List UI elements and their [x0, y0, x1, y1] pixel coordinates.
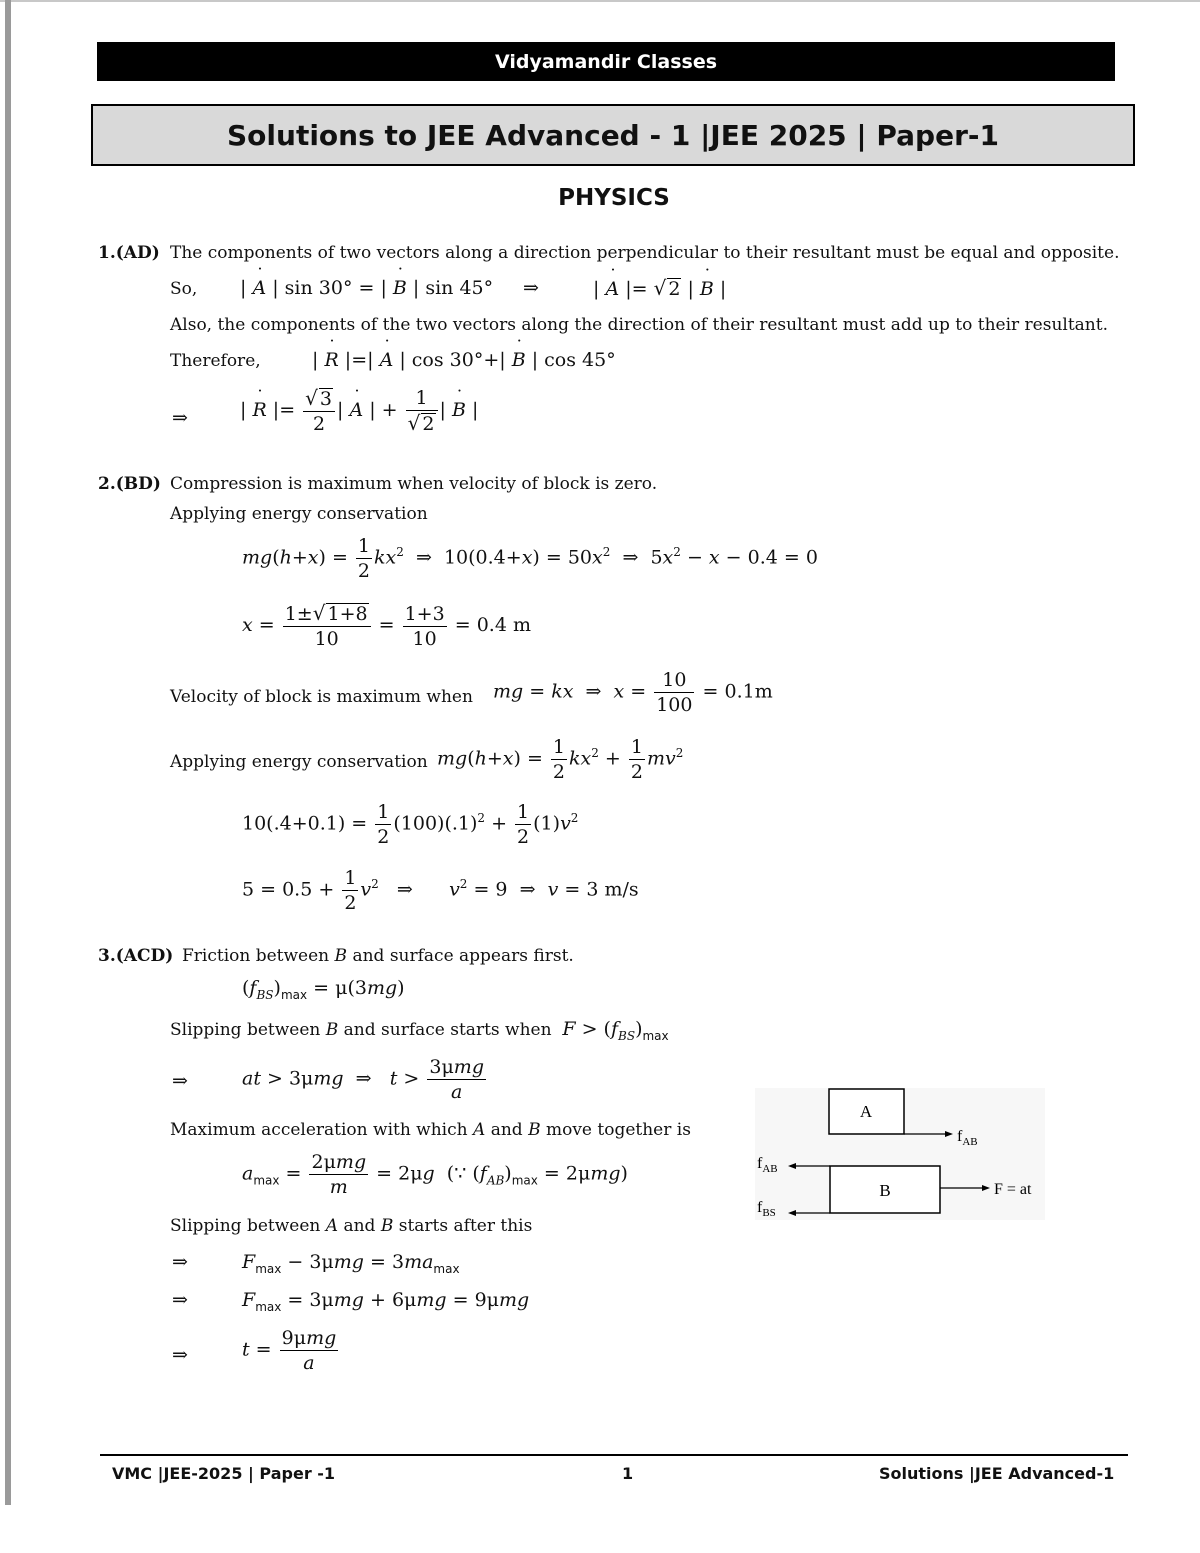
- implies-icon: ⇒: [172, 407, 188, 429]
- q2-eq1: mg(h+x) = $\frac{1}{2}$ $kx^2$ ⇒ $10(0.4+x) = 50x^2$ ⇒ $5x^2 - x - 0.4 = 0$: [242, 535, 818, 582]
- q3-slip-ab-b: and: [343, 1216, 376, 1236]
- q2-eq4: mg(h+x) = $\frac{1}{2}$ $kx^2$ + $\frac{1}{2}$ $mv^2$: [437, 736, 684, 783]
- q3-number: 3.(ACD): [98, 946, 174, 966]
- q3-maxacc-c: move together is: [545, 1120, 691, 1140]
- q3-maxacc-b: and: [490, 1120, 523, 1140]
- implies-icon: ⇒: [172, 1251, 188, 1273]
- implies-icon: ⇒: [172, 1070, 188, 1092]
- left-margin-bar: [5, 0, 11, 1505]
- q3-slip-b-a: Slipping between: [170, 1020, 321, 1040]
- q3-eq2: at > 3μmg ⇒ t > $\frac{\text{3μmg}}{a}$: [242, 1056, 484, 1103]
- q3-eq5: $F_{max} = 3\mu mg + 6\mu mg = 9\mu mg$: [242, 1289, 530, 1314]
- q1-line1: The components of two vectors along a direction perpendicular to their resultant must be equal and opposite.: [170, 243, 1120, 263]
- q3-eq4: $F_{max} - 3\mu mg = 3ma_{max}$: [242, 1251, 460, 1276]
- q1-number: 1.(AD): [98, 243, 160, 263]
- page-title: Solutions to JEE Advanced - 1 |JEE 2025 | Paper-1: [91, 104, 1135, 166]
- label-fbs: $f_{BS}$: [757, 1199, 776, 1219]
- label-force: F = at: [994, 1181, 1032, 1198]
- q2-line1: Compression is maximum when velocity of block is zero.: [170, 474, 658, 494]
- footer-rule: [100, 1454, 1128, 1456]
- subject-heading: PHYSICS: [558, 185, 670, 211]
- q1-eq2: | ˙ A |= √ 2 | ˙ B |: [593, 277, 726, 300]
- implies-icon: ⇒: [172, 1344, 188, 1366]
- footer-right: Solutions |JEE Advanced-1: [879, 1464, 1115, 1483]
- implies-icon: ⇒: [172, 1289, 188, 1311]
- q3-eq6: t = $\frac{\text{9μmg}}{a}$: [242, 1327, 337, 1374]
- q1-therefore: Therefore,: [170, 351, 261, 371]
- top-rule: [0, 0, 1200, 2]
- q1-eq1: | ˙ A | sin 30° = | ˙ B | sin 45°: [240, 277, 493, 299]
- label-fab-top: $f_{AB}$: [957, 1128, 978, 1148]
- q1-line3: Also, the components of the two vectors along the direction of their resultant must add up to their resultant.: [170, 315, 1108, 335]
- q3-line1-a: Friction between: [182, 946, 330, 966]
- q3-eq3: $a_{max}$ = $\frac{\text{2μmg}}{m}$ = 2μg (∵ $(f_{AB})_{max} = 2\mu mg$): [242, 1151, 628, 1198]
- q3-slip-ab-a: Slipping between: [170, 1216, 321, 1236]
- blocks-diagram: [755, 1088, 1045, 1220]
- q3-slip-ab: Slipping between A and B starts after this: [170, 1216, 533, 1236]
- q1-eq4: | ˙ R |= $\frac{√ 3}{2}$ | ˙ A | + $\frac{1}{√ 2}$ | ˙ B |: [240, 386, 478, 436]
- q3-slip-b: Slipping between B and surface starts when $F > (f_{BS})_{max}$: [170, 1018, 669, 1043]
- q1-eq3: | ˙ R |=| ˙ A | cos 30°+| ˙ B | cos 45°: [312, 349, 616, 371]
- q2-vel-text: Velocity of block is maximum when: [170, 687, 473, 707]
- q3-slip-ab-c: starts after this: [398, 1216, 533, 1236]
- footer-left: VMC |JEE-2025 | Paper -1: [112, 1464, 336, 1483]
- q2-energy-text: Applying energy conservation: [170, 752, 428, 772]
- q1-so: So,: [170, 279, 198, 299]
- implies-icon: ⇒: [523, 277, 539, 299]
- q2-eq6: 5 = 0.5 + $\frac{1}{2}$ $v^2$ ⇒ $v^2 = 9$ ⇒ v = 3 m/s: [242, 867, 639, 914]
- q3-eq1: $(f_{BS})_{max} = \mu(3mg)$: [242, 977, 405, 1002]
- q2-eq2: x = $\frac{1\pm√ 1+8}{10}$ = $\frac{1+3}{10}$ = 0.4 m: [242, 601, 531, 650]
- q2-line2: Applying energy conservation: [170, 504, 428, 524]
- q2-number: 2.(BD): [98, 474, 161, 494]
- label-fab-left: $f_{AB}$: [757, 1155, 778, 1175]
- q3-maxacc: Maximum acceleration with which A and B move together is: [170, 1120, 691, 1140]
- q3-slip-b-b: and surface starts when: [343, 1020, 552, 1040]
- block-a-label: A: [859, 1102, 873, 1121]
- page-number: 1: [622, 1464, 634, 1483]
- block-b-label: B: [879, 1181, 891, 1200]
- q3-maxacc-a: Maximum acceleration with which: [170, 1120, 468, 1140]
- q2-eq3: mg = kx ⇒ x = $\frac{10}{100}$ = 0.1m: [493, 669, 773, 716]
- q2-eq5: 10(.4+0.1) = $\frac{1}{2}$ $(100)(.1)^2$ + $\frac{1}{2}$ $(1)v^2$: [242, 801, 579, 848]
- q3-line1-b: and surface appears first.: [352, 946, 574, 966]
- brand-banner: Vidyamandir Classes: [97, 42, 1115, 81]
- q3-line1: Friction between B and surface appears first.: [182, 946, 574, 966]
